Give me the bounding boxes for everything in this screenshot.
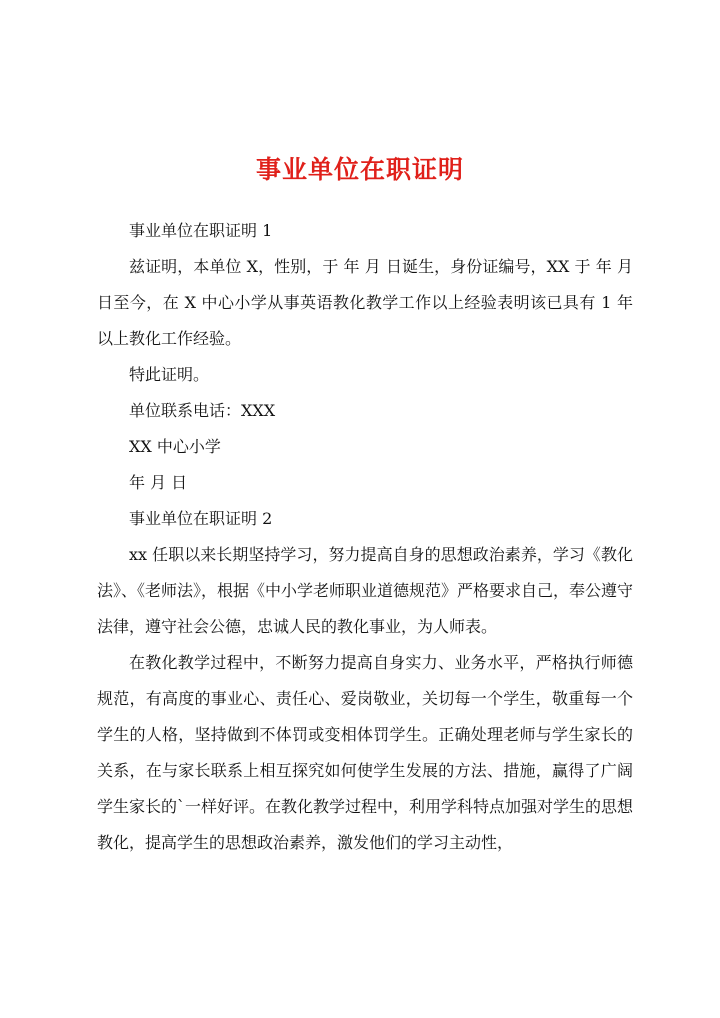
document-body	[97, 213, 633, 861]
paragraph-certification: 兹证明，本单位 X，性别，于 年 月 日诞生，身份证编号，XX 于 年 月 日至今，在 X 中心小学从事英语教化教学工作以上经验表明该已具有 1 年以上教化工作经验。	[97, 257, 633, 348]
paragraph-phone: 单位联系电话：XXX	[129, 401, 276, 420]
paragraph-heading-1: 事业单位在职证明 1	[129, 221, 273, 240]
paragraph-heading-2: 事业单位在职证明 2	[129, 509, 273, 528]
paragraph-school: XX 中心小学	[129, 437, 221, 456]
paragraph-study: xx 任职以来长期坚持学习，努力提高自身的思想政治素养，学习《教化法》、《老师法》，根据《中小学老师职业道德规范》严格要求自己，奉公遵守法律，遵守社会公德，忠诚人民的教化事业，为人师表。	[97, 545, 634, 636]
document-title: 事业单位在职证明	[255, 155, 464, 184]
paragraph-teaching: 在教化教学过程中，不断努力提高自身实力、业务水平，严格执行师德规范，有高度的事业心、责任心、爱岗敬业，关切每一个学生，敬重每一个学生的人格，坚持做到不体罚或变相体罚学生。正确处理老师与学生家长的关系，在与家长联系上相互探究如何使学生发展的方法、措施，赢得了广阔学生家长的`一样好评。在教化教学过程中，利用学科特点加强对学生的思想教化，提高学生的思想政治素养，激发他们的学习主动性，	[97, 653, 634, 852]
paragraph-hereby: 特此证明。	[129, 365, 210, 384]
paragraph-date: 年 月 日	[129, 473, 188, 492]
